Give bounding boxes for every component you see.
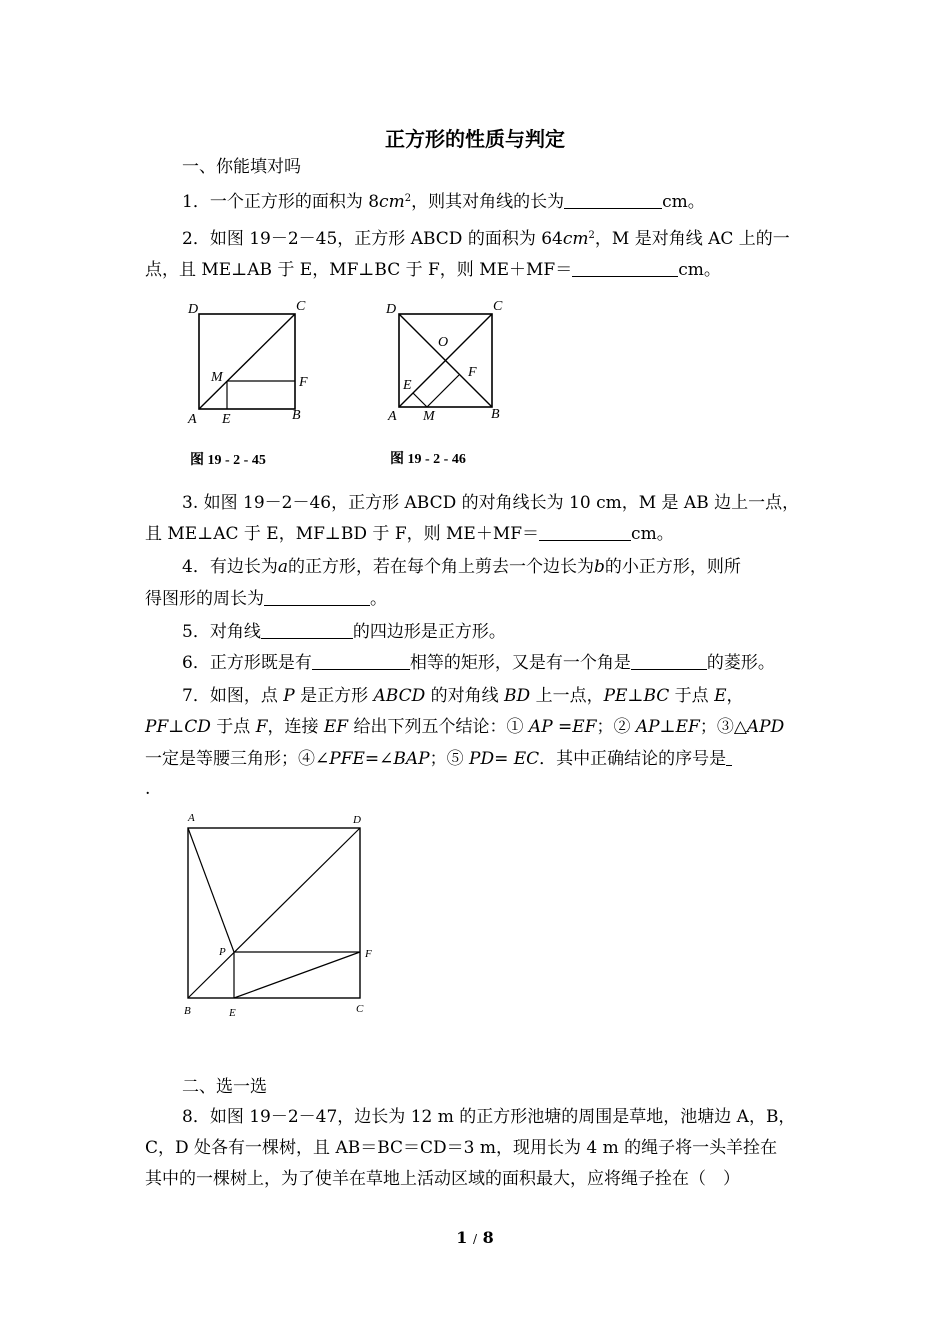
question-4-line-2 xyxy=(145,588,387,610)
figure-19-2-45 xyxy=(180,295,330,475)
fig46-label-e: E xyxy=(403,378,412,393)
q2-sup: 2 xyxy=(588,230,595,241)
q7-t13: ；③△ xyxy=(699,717,747,737)
question-2-line-2 xyxy=(145,259,721,281)
page-current: 1 xyxy=(456,1228,468,1247)
q1-sup: 2 xyxy=(404,193,412,204)
q3-text-a: 且 ME⊥AC 于 E，MF⊥BD 于 F，则 ME＋MF＝ xyxy=(145,524,540,544)
q2-text-a: 2．如图 19－2－45，正方形 ABCD 的面积为 64 xyxy=(182,229,563,249)
fig7-diagonal-bd xyxy=(188,828,360,998)
q7-t6: 于点 xyxy=(669,686,715,706)
q4-text-b: 的正方形，若在每个角上剪去一个边长为 xyxy=(287,557,594,577)
q7-ef: EF xyxy=(323,717,349,737)
q4-answer-blank[interactable] xyxy=(264,589,370,606)
q7-c1: AP =EF xyxy=(528,717,597,737)
q4-text-d: 得图形的周长为 xyxy=(145,589,264,609)
q2-answer-blank[interactable] xyxy=(572,260,678,277)
page-total: 8 xyxy=(482,1228,494,1247)
fig7-label-e: E xyxy=(229,1007,236,1019)
fig46-caption: 图 19 - 2 - 46 xyxy=(390,452,466,467)
q6-text-b: 相等的矩形，又是有一个角是 xyxy=(409,653,631,673)
q4-text-c: 的小正方形，则所 xyxy=(604,557,741,577)
q7-f: F xyxy=(255,717,268,737)
fig46-label-f: F xyxy=(468,365,477,380)
q1-text-c: cm。 xyxy=(662,192,705,212)
fig45-label-e: E xyxy=(222,412,231,427)
fig7-label-b: B xyxy=(184,1005,191,1017)
q7-cd: CD xyxy=(184,717,211,737)
q7-t9: 于点 xyxy=(210,717,256,737)
question-3-line-2 xyxy=(145,523,674,545)
fig7-segment-ef xyxy=(234,952,360,998)
q7-apd: APD xyxy=(746,717,785,737)
question-7-line-4: . xyxy=(145,779,151,799)
q7-c4: PFE=∠BAP xyxy=(329,749,430,769)
fig45-label-m: M xyxy=(211,370,223,385)
q7-t15: ；⑤ xyxy=(429,749,469,769)
fig7-label-a: A xyxy=(188,812,195,824)
section-1-heading: 一、你能填对吗 xyxy=(182,157,301,177)
q7-t5: ⊥ xyxy=(627,686,644,706)
q7-pe: PE xyxy=(603,686,628,706)
q7-c2: AP⊥EF xyxy=(635,717,700,737)
q7-t7: ， xyxy=(726,686,744,706)
q7-t1: 7．如图，点 xyxy=(182,686,284,706)
q7-t11: 给出下列五个结论：① xyxy=(348,717,529,737)
q5-answer-blank[interactable] xyxy=(261,622,353,639)
fig45-diagonal-ac xyxy=(199,314,295,409)
fig7-label-c: C xyxy=(356,1003,364,1015)
q6-answer-blank-2[interactable] xyxy=(631,653,707,670)
q7-t14: 一定是等腰三角形；④∠ xyxy=(145,749,330,769)
q5-text-a: 5．对角线 xyxy=(182,622,261,642)
q7-p: P xyxy=(283,686,295,706)
q3-text-b: cm。 xyxy=(631,524,674,544)
fig46-segment-me xyxy=(413,393,427,407)
question-6 xyxy=(182,652,775,674)
q4-var-a: a xyxy=(277,557,288,577)
q7-e: E xyxy=(714,686,727,706)
q2-unit: cm xyxy=(562,229,589,249)
q7-t16: ．其中正确结论的序号是 xyxy=(539,749,727,769)
q4-text-e: 。 xyxy=(370,589,387,609)
q7-bd: BD xyxy=(504,686,531,706)
page-separator: / xyxy=(472,1232,478,1246)
q7-c5: PD= EC xyxy=(469,749,540,769)
fig45-label-d: D xyxy=(188,302,199,317)
q7-t2: 是正方形 xyxy=(294,686,374,706)
q7-bc: BC xyxy=(643,686,670,706)
q7-t10: ，连接 xyxy=(267,717,324,737)
fig45-caption: 图 19 - 2 - 45 xyxy=(190,453,266,468)
fig45-label-b: B xyxy=(292,408,301,423)
fig46-label-m: M xyxy=(423,409,435,424)
q1-text-b: ，则其对角线的长为 xyxy=(411,192,565,212)
q2-text-d: cm。 xyxy=(678,260,721,280)
q4-text-a: 4．有边长为 xyxy=(182,557,278,577)
q4-var-b: b xyxy=(593,557,605,577)
q5-text-b: 的四边形是正方形。 xyxy=(352,622,506,642)
q7-t8: ⊥ xyxy=(168,717,185,737)
page-title: 正方形的性质与判定 xyxy=(385,127,565,151)
figure-19-2-46 xyxy=(380,295,530,475)
fig46-label-d: D xyxy=(386,302,397,317)
section-2-heading: 二、选一选 xyxy=(182,1077,267,1097)
q2-text-b: ，M 是对角线 AC 上的一 xyxy=(594,229,790,249)
question-8-line-1: 8．如图 19－2－47，边长为 12 m 的正方形池塘的周围是草地，池塘边 A，B， xyxy=(182,1107,796,1127)
q7-answer-blank[interactable] xyxy=(726,749,732,766)
q7-t4: 上一点， xyxy=(530,686,604,706)
page-number xyxy=(0,1228,950,1247)
fig45-label-c: C xyxy=(296,299,306,314)
q2-text-c: 点，且 ME⊥AB 于 E，MF⊥BC 于 F，则 ME＋MF＝ xyxy=(145,260,573,280)
q7-pf: PF xyxy=(145,717,169,737)
question-7-line-1 xyxy=(182,685,744,707)
fig46-label-b: B xyxy=(491,407,500,422)
fig7-segment-ap xyxy=(188,828,234,952)
fig46-label-o: O xyxy=(438,335,449,350)
fig7-label-f: F xyxy=(365,948,372,960)
question-5 xyxy=(182,621,506,643)
q3-answer-blank[interactable] xyxy=(539,524,631,541)
fig46-label-a: A xyxy=(388,409,397,424)
question-8-line-2: C，D 处各有一棵树，且 AB＝BC＝CD＝3 m，现用长为 4 m 的绳子将一头羊拴在 xyxy=(145,1138,778,1158)
fig45-label-a: A xyxy=(188,412,197,427)
question-1 xyxy=(182,188,705,213)
q6-text-c: 的菱形。 xyxy=(706,653,775,673)
q7-t12: ；② xyxy=(596,717,636,737)
question-2-line-1 xyxy=(182,225,790,250)
question-4-line-1 xyxy=(182,556,741,578)
q6-text-a: 6．正方形既是有 xyxy=(182,653,312,673)
fig7-label-d: D xyxy=(353,814,361,826)
q1-answer-blank[interactable] xyxy=(564,192,662,209)
q7-t3: 的对角线 xyxy=(425,686,505,706)
q7-abcd: ABCD xyxy=(373,686,426,706)
q1-text-a: 1．一个正方形的面积为 8 xyxy=(182,192,380,212)
figure-q7 xyxy=(178,808,388,1028)
question-8-line-3: 其中的一棵树上，为了使羊在草地上活动区域的面积最大，应将绳子拴在（ ） xyxy=(145,1169,740,1189)
question-7-line-2 xyxy=(145,716,784,738)
fig46-label-c: C xyxy=(493,299,503,314)
question-7-line-3 xyxy=(145,748,732,770)
fig46-segment-mf xyxy=(427,375,459,407)
fig45-label-f: F xyxy=(299,375,308,390)
q6-answer-blank-1[interactable] xyxy=(312,653,410,670)
q1-unit: cm xyxy=(379,192,405,212)
fig7-label-p: P xyxy=(219,946,226,958)
question-3-line-1: 3. 如图 19－2－46，正方形 ABCD 的对角线长为 10 cm，M 是 AB 边上一点， xyxy=(182,493,800,513)
